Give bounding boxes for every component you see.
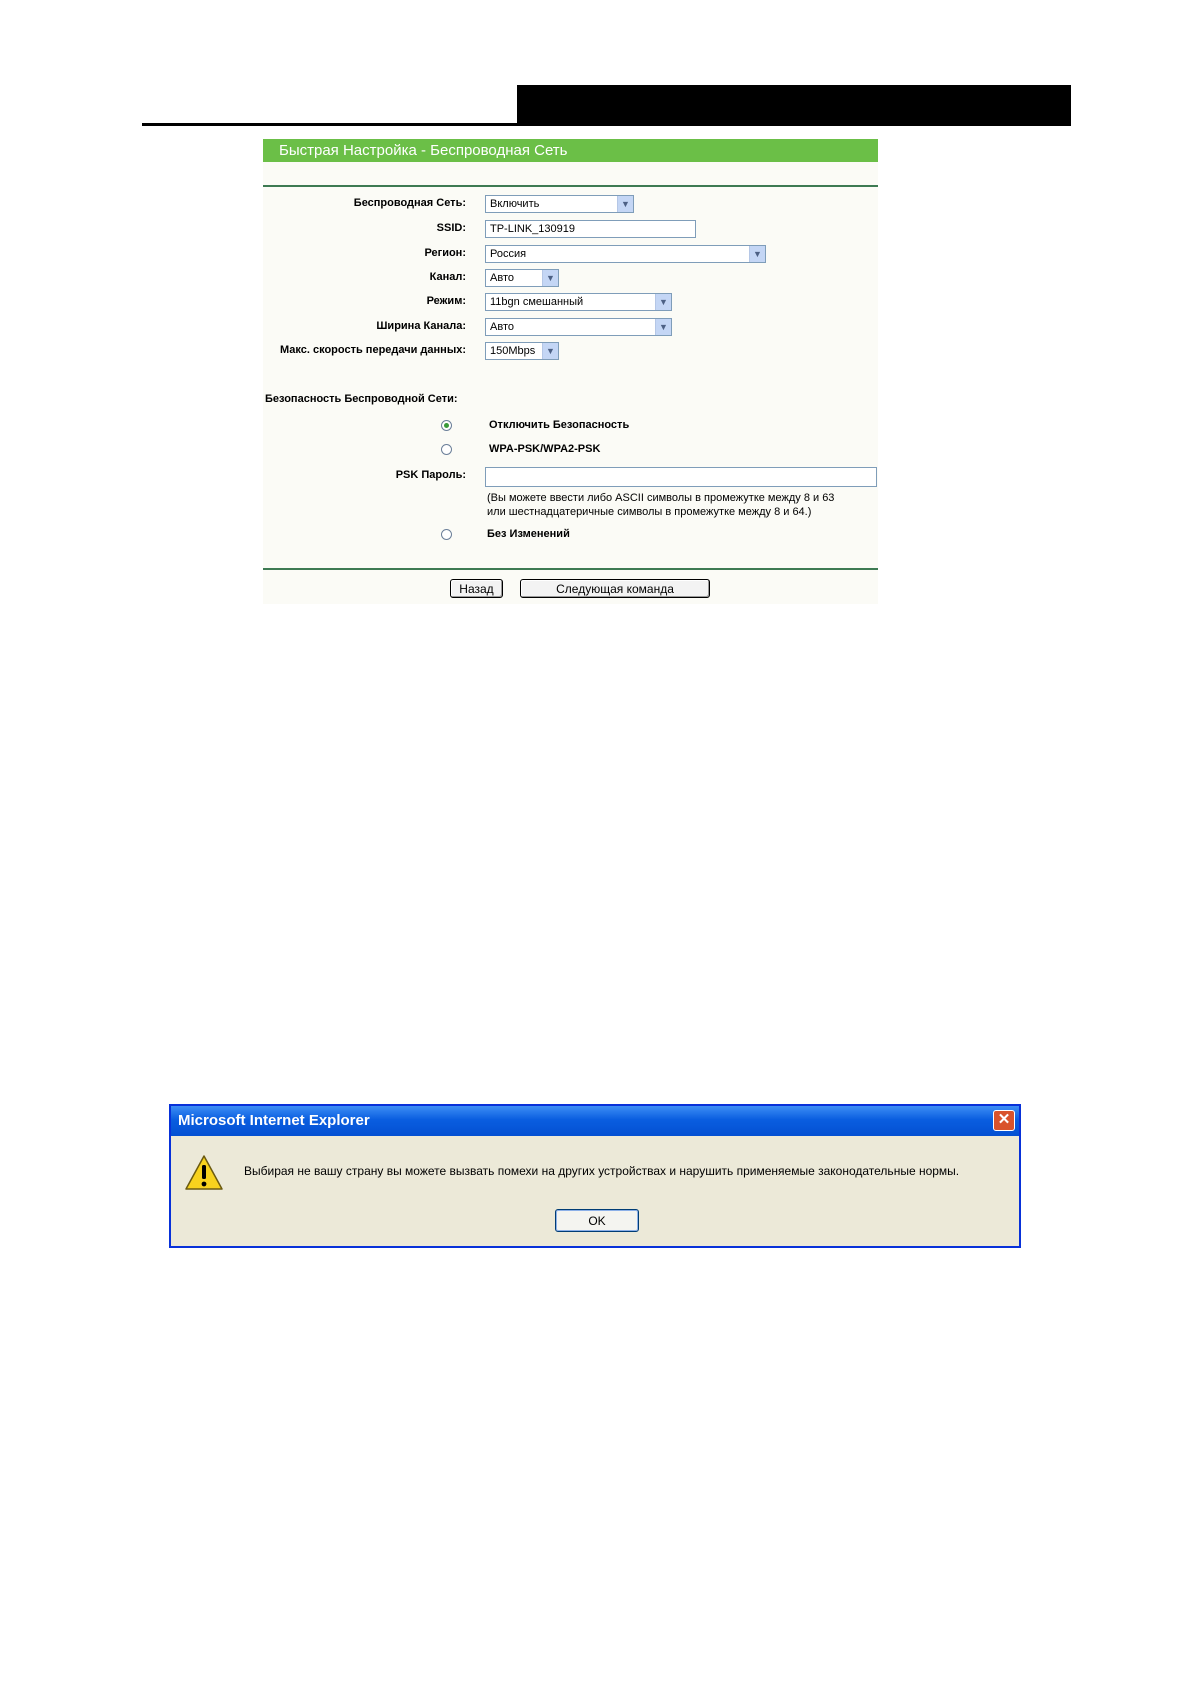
region-label: Регион: — [424, 247, 466, 259]
warning-icon — [184, 1154, 224, 1192]
option-wpa-psk: WPA-PSK/WPA2-PSK — [489, 443, 601, 455]
next-button[interactable]: Следующая команда — [520, 579, 710, 598]
chevron-down-icon: ▼ — [655, 294, 671, 310]
psk-hint-line2: или шестнадцатеричные символы в промежутке между 8 и 64.) — [487, 506, 812, 518]
width-select[interactable]: Авто ▼ — [485, 318, 672, 336]
ssid-label: SSID: — [436, 222, 466, 234]
radio-no-change[interactable] — [441, 529, 452, 540]
radio-wpa-psk[interactable] — [441, 444, 452, 455]
wireless-select[interactable]: Включить ▼ — [485, 195, 634, 213]
mode-label: Режим: — [426, 295, 466, 307]
top-divider — [263, 185, 878, 187]
psk-hint-line1: (Вы можете ввести либо ASCII символы в промежутке между 8 и 63 — [487, 492, 835, 504]
psk-label: PSK Пароль: — [395, 469, 466, 481]
chevron-down-icon: ▼ — [749, 246, 765, 262]
mode-select[interactable]: 11bgn смешанный ▼ — [485, 293, 672, 311]
rate-label: Макс. скорость передачи данных: — [279, 344, 466, 356]
chevron-down-icon: ▼ — [617, 196, 633, 212]
radio-selected-dot — [444, 423, 449, 428]
panel-title: Быстрая Настройка - Беспроводная Сеть — [263, 139, 878, 162]
chevron-down-icon: ▼ — [655, 319, 671, 335]
option-no-change: Без Изменений — [487, 528, 570, 540]
quick-setup-panel — [263, 139, 878, 604]
dialog-message: Выбирая не вашу страну вы можете вызвать помехи на других устройствах и нарушить применяемые законодательные нормы. — [244, 1164, 960, 1178]
header-block — [517, 85, 1071, 126]
wireless-label: Беспроводная Сеть: — [353, 197, 466, 209]
channel-select[interactable]: Авто ▼ — [485, 269, 559, 287]
alert-dialog — [169, 1104, 1021, 1248]
width-label: Ширина Канала: — [376, 320, 466, 332]
psk-password-input[interactable] — [485, 467, 877, 487]
chevron-down-icon: ▼ — [542, 270, 558, 286]
close-icon[interactable]: ✕ — [993, 1110, 1015, 1131]
channel-label: Канал: — [429, 271, 466, 283]
radio-disable-security[interactable] — [441, 420, 452, 431]
security-label: Безопасность Беспроводной Сети: — [265, 393, 458, 405]
dialog-title: Microsoft Internet Explorer — [171, 1106, 1019, 1136]
chevron-down-icon: ▼ — [542, 343, 558, 359]
region-select[interactable]: Россия ▼ — [485, 245, 766, 263]
option-disable-security: Отключить Безопасность — [489, 419, 630, 431]
bottom-divider — [263, 568, 878, 570]
ok-button[interactable]: OK — [555, 1209, 639, 1232]
rate-select[interactable]: 150Mbps ▼ — [485, 342, 559, 360]
back-button[interactable]: Назад — [450, 579, 503, 598]
ssid-input[interactable]: TP-LINK_130919 — [485, 220, 696, 238]
